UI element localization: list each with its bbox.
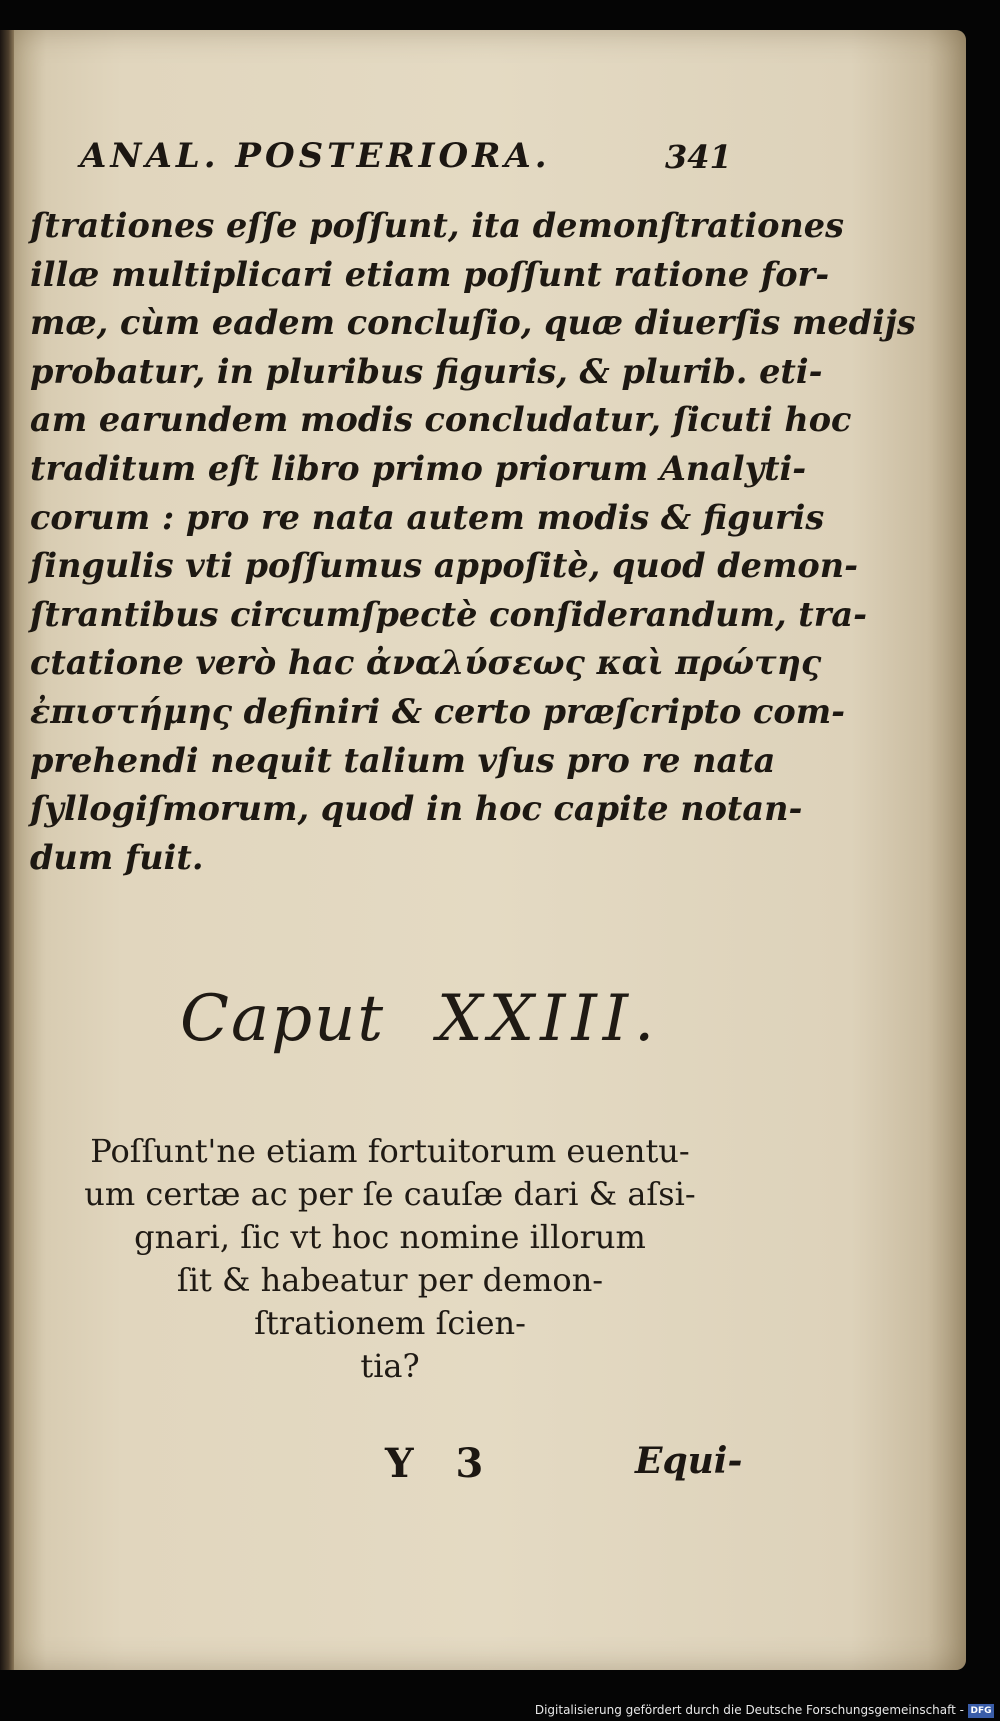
chapter-label: Caput bbox=[180, 982, 386, 1056]
body-paragraph bbox=[30, 202, 916, 882]
digitization-credit: Digitalisierung gefördert durch die Deutsche Forschungsgemeinschaft - bbox=[534, 1703, 964, 1717]
text-line: ſyllogiſmorum, quod in hoc capite notan- bbox=[30, 789, 803, 829]
text-line: prehendi nequit talium vſus pro re nata bbox=[30, 740, 776, 780]
chapter-heading bbox=[180, 982, 660, 1056]
chapter-summary bbox=[60, 1130, 720, 1388]
text-line: ἐπιστήμης definiri & certo præſcripto com- bbox=[30, 691, 846, 731]
chapter-number: XXIII. bbox=[437, 982, 661, 1056]
text-line: ſtrantibus circumſpectè conſiderandum, tra- bbox=[30, 594, 868, 634]
text-line: ctatione verò hac ἀναλύσεως καὶ πρώτης bbox=[30, 643, 822, 683]
binding-edge bbox=[0, 30, 14, 1670]
signature-mark: Y 3 bbox=[385, 1440, 498, 1487]
summary-line: gnari, ſic vt hoc nomine illorum bbox=[134, 1218, 646, 1256]
text-line: illæ multiplicari etiam poſſunt ratione for- bbox=[30, 254, 830, 294]
summary-line: ſit & habeatur per demon- bbox=[176, 1261, 604, 1299]
text-line: corum : pro re nata autem modis & figuris bbox=[30, 497, 825, 537]
text-line: probatur, in pluribus figuris, & plurib. eti- bbox=[30, 351, 823, 391]
running-head: ANAL. POSTERIORA. bbox=[80, 136, 551, 176]
summary-line: ſtrationem ſcien- bbox=[254, 1304, 526, 1342]
text-line: traditum eſt libro primo priorum Analyti- bbox=[30, 448, 807, 488]
catchword: Equi- bbox=[635, 1440, 743, 1482]
text-line: ſtrationes eſſe poſſunt, ita demonſtrationes bbox=[30, 206, 844, 245]
text-line: mæ, cùm eadem concluſio, quæ diuerſis medijs bbox=[30, 303, 916, 343]
text-line: dum fuit. bbox=[30, 837, 204, 877]
summary-line: Poſſunt'ne etiam fortuitorum euentu- bbox=[90, 1132, 690, 1170]
dfg-logo: DFG bbox=[968, 1704, 994, 1718]
text-line: ſingulis vti poſſumus appoſitè, quod demon- bbox=[30, 546, 858, 586]
summary-line: tia? bbox=[360, 1347, 420, 1385]
text-line: am earundem modis concludatur, ſicuti hoc bbox=[30, 400, 852, 440]
summary-line: um certæ ac per ſe cauſæ dari & aſsi- bbox=[84, 1175, 696, 1213]
page-number: 341 bbox=[665, 138, 732, 176]
